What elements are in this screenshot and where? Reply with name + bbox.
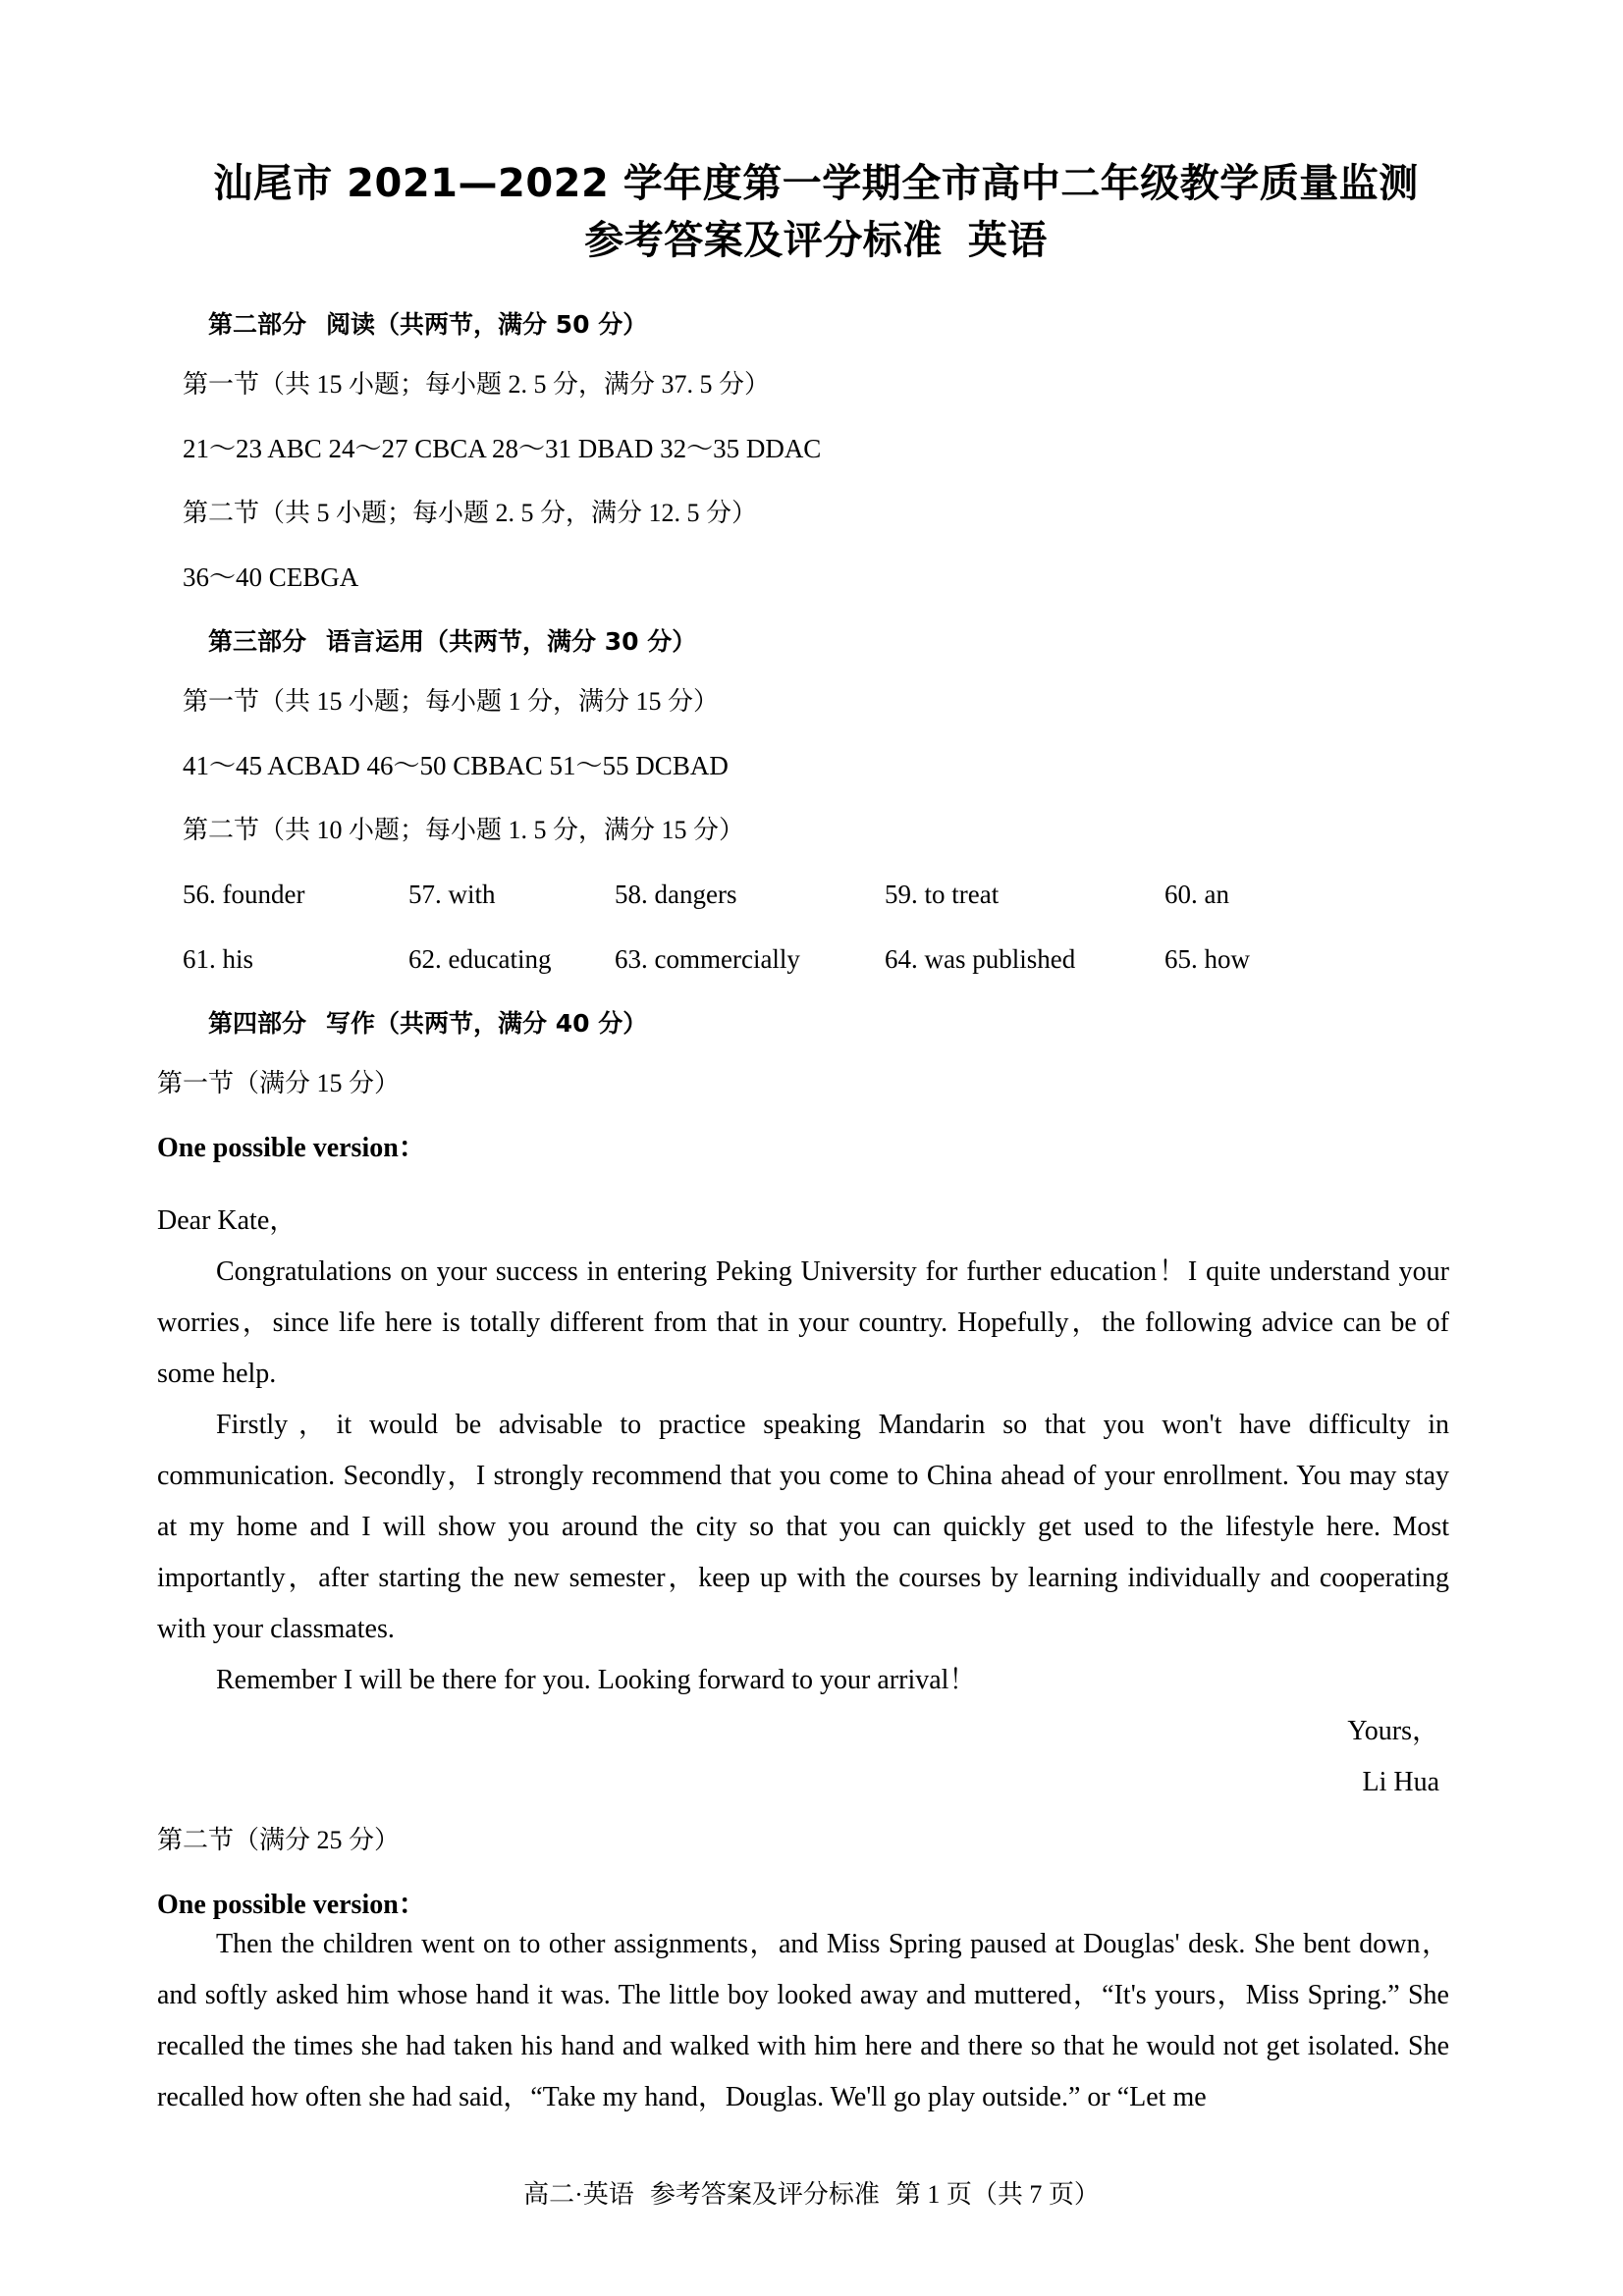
- title-subject: 英语: [967, 218, 1048, 263]
- blank-value-61: his: [222, 944, 254, 974]
- letter-paragraph-1: Congratulations on your success in entering Peking University for further education！I quite understand your worries，since life here is totally different from that in your country. Hopefully，the following advice can be of some help.: [157, 1256, 1449, 1389]
- blank-answer-65: [1164, 946, 1250, 973]
- part-2-section-2-answers: 36～40 CEBGA: [183, 562, 359, 592]
- part-4-section-1-note: 第一节（满分 15 分）: [157, 1069, 401, 1097]
- blank-answer-63: [615, 946, 885, 973]
- blank-answer-58: [615, 881, 885, 908]
- title-line-2-main: 参考答案及评分标准: [584, 218, 943, 263]
- footer-grade-subject: 高二·英语: [523, 2180, 634, 2209]
- title-line-2: [183, 212, 1449, 269]
- part-3-label: 第三部分: [208, 627, 307, 656]
- blank-value-65: how: [1204, 944, 1250, 974]
- blank-number-65: 65.: [1164, 944, 1198, 974]
- title-line-1: 汕尾市 2021—2022 学年度第一学期全市高中二年级教学质量监测: [213, 161, 1419, 206]
- part-4-section-1-version-label: One possible version：: [157, 1133, 426, 1163]
- part-4-name: 写作（共两节，满分 40 分）: [326, 1009, 648, 1038]
- part-3-section-1-note: 第一节（共 15 小题；每小题 1 分，满分 15 分）: [183, 687, 720, 716]
- part-3-section-1-answers: 41～45 ACBAD 46～50 CBBAC 51～55 DCBAD: [183, 751, 729, 780]
- letter-signature: Li Hua: [1362, 1767, 1439, 1797]
- blank-number-64: 64.: [885, 944, 918, 974]
- blank-value-57: with: [448, 880, 496, 909]
- blank-number-63: 63.: [615, 944, 648, 974]
- blank-answer-57: [408, 881, 615, 908]
- blank-answer-60: [1164, 881, 1229, 908]
- footer-doc-kind: 参考答案及评分标准: [649, 2180, 880, 2209]
- letter-closing: Yours，: [1347, 1716, 1439, 1746]
- blank-number-60: 60.: [1164, 880, 1198, 909]
- blank-answer-61: [183, 946, 408, 973]
- letter-salutation: Dear Kate，: [157, 1205, 298, 1236]
- letter-paragraph-2: Firstly，it would be advisable to practice speaking Mandarin so that you won't have difficulty in communication. Secondly，I strongly recommend that you come to China ahead of your enrollment. You may stay at my home and I will show you around the city so that you can quickly get used to the lifestyle here. Most importantly，after starting the new semester，keep up with the courses by learning individually and cooperating with your classmates.: [157, 1410, 1449, 1644]
- blank-number-59: 59.: [885, 880, 918, 909]
- blank-answers-row-1: [183, 881, 1449, 908]
- part-2-heading: [208, 312, 1449, 337]
- blank-value-64: was published: [924, 944, 1076, 974]
- blank-number-62: 62.: [408, 944, 442, 974]
- letter-paragraph-3: Remember I will be there for you. Looking forward to your arrival！: [216, 1665, 977, 1695]
- part-2-label: 第二部分: [208, 310, 307, 339]
- part-4-section-2-version-label: One possible version：: [157, 1890, 426, 1920]
- blank-number-56: 56.: [183, 880, 216, 909]
- part-4-section-2-note: 第二节（满分 25 分）: [157, 1826, 401, 1854]
- part-2-section-2-note: 第二节（共 5 小题；每小题 2. 5 分，满分 12. 5 分）: [183, 499, 758, 527]
- blank-answer-62: [408, 946, 615, 973]
- part-3-section-2-note: 第二节（共 10 小题；每小题 1. 5 分，满分 15 分）: [183, 816, 745, 844]
- blank-value-56: founder: [222, 880, 305, 909]
- blank-number-61: 61.: [183, 944, 216, 974]
- page-content: [157, 0, 1449, 2123]
- part-4-label: 第四部分: [208, 1009, 307, 1038]
- blank-value-63: commercially: [654, 944, 800, 974]
- part-3-name: 语言运用（共两节，满分 30 分）: [326, 627, 697, 656]
- blank-answers-row-2: [183, 946, 1449, 973]
- blank-answer-59: [885, 881, 1164, 908]
- continuation-paragraph-1: Then the children went on to other assignments，and Miss Spring paused at Douglas' desk. She bent down，and softly asked him whose hand it was. The little boy looked away and muttered，“It's yours，Miss Spring.” She recalled the times she had taken his hand and walked with him here and there so that he would not get isolated. She recalled how often she had said，“Take my hand，Douglas. We'll go play outside.” or “Let me: [157, 1929, 1449, 2112]
- blank-answer-56: [183, 881, 408, 908]
- blank-value-60: an: [1204, 880, 1229, 909]
- part-2-section-1-note: 第一节（共 15 小题；每小题 2. 5 分，满分 37. 5 分）: [183, 370, 771, 399]
- blank-value-62: educating: [448, 944, 552, 974]
- footer-page-info: 第 1 页（共 7 页）: [894, 2180, 1100, 2209]
- blank-value-59: to treat: [924, 880, 1000, 909]
- blank-answer-64: [885, 946, 1164, 973]
- page-title: [183, 155, 1449, 269]
- part-3-heading: [208, 629, 1449, 654]
- page-footer: [0, 2174, 1623, 2211]
- blank-number-58: 58.: [615, 880, 648, 909]
- part-2-section-1-answers: 21～23 ABC 24～27 CBCA 28～31 DBAD 32～35 DDAC: [183, 434, 822, 463]
- part-2-name: 阅读（共两节，满分 50 分）: [326, 310, 648, 339]
- blank-value-58: dangers: [654, 880, 737, 909]
- part-4-heading: [208, 1011, 1449, 1036]
- blank-number-57: 57.: [408, 880, 442, 909]
